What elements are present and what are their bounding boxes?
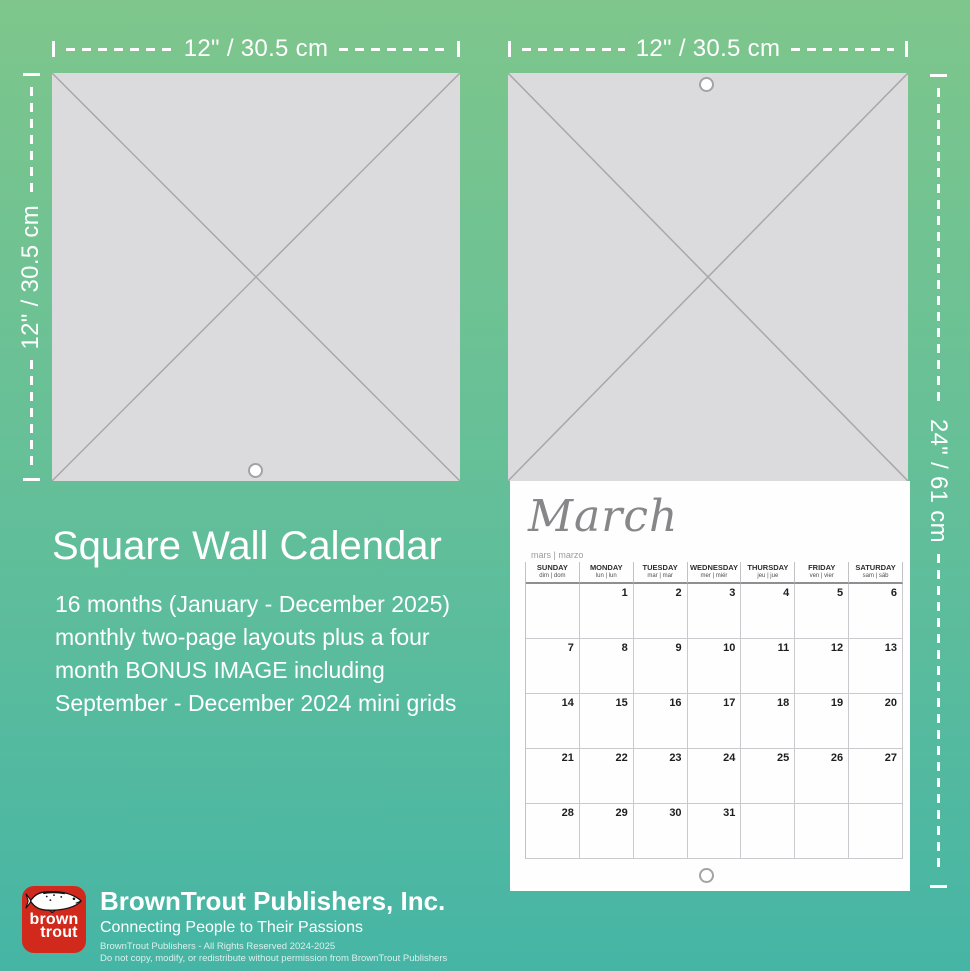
trout-fish-icon [25,889,83,913]
image-placeholder-right [508,73,908,481]
day-header-translation: mar | mar [647,572,673,579]
day-header-label: SUNDAY [536,563,568,572]
day-header-label: SATURDAY [855,563,896,572]
day-cell: 19 [795,694,849,749]
day-header [795,562,849,584]
day-header-translation: dim | dom [539,572,566,579]
day-cell: 11 [741,639,795,694]
rights-line: BrownTrout Publishers - All Rights Reserved 2024-2025 [100,941,336,952]
copyright-notice [100,941,447,964]
hang-hole [699,868,714,883]
image-placeholder-left [52,73,460,481]
dimension-tick [23,478,40,481]
x-mark-icon [52,73,460,481]
dimension-line-right [923,74,953,888]
day-cell: 10 [688,639,742,694]
day-cell: 26 [795,749,849,804]
company-tagline: Connecting People to Their Passions [100,919,363,936]
day-cell: 8 [580,639,634,694]
hang-hole [248,463,263,478]
day-cell: 5 [795,584,849,639]
day-cell: 6 [849,584,903,639]
day-header-translation: sam | sáb [862,572,889,579]
day-header-label: MONDAY [589,563,623,572]
dimension-line-top-left [52,35,460,63]
day-header-translation: lun | lun [595,572,617,579]
description-line: September - December 2024 mini grids [55,690,457,716]
dimension-tick [52,41,55,57]
day-header [741,562,795,584]
dimension-label-top-left: 12" / 30.5 cm [183,35,329,62]
day-cell: 4 [741,584,795,639]
day-cell: 30 [634,804,688,859]
browntrout-logo [22,886,86,953]
day-header-label: TUESDAY [642,563,678,572]
day-cell: 31 [688,804,742,859]
dimension-dash [937,88,940,408]
day-header-label: WEDNESDAY [689,563,739,572]
hang-hole [699,77,714,92]
day-cell: 15 [580,694,634,749]
dimension-dash [30,360,33,467]
month-title: March [528,491,679,542]
dimension-dash [937,554,940,874]
day-cell: 17 [688,694,742,749]
dimension-dash [339,48,446,51]
day-cell: 14 [526,694,580,749]
day-cell: 23 [634,749,688,804]
day-header-label: THURSDAY [747,563,789,572]
day-header-translation: mer | miér [700,572,728,579]
calendar-body [526,584,903,859]
day-header [849,562,903,584]
day-cell: 13 [849,639,903,694]
calendar-page [510,481,910,891]
day-cell: 2 [634,584,688,639]
day-cell: 27 [849,749,903,804]
calendar-grid [525,562,903,859]
dimension-tick [457,41,460,57]
x-mark-icon [508,73,908,481]
product-title: Square Wall Calendar [52,524,442,568]
day-header-translation: jeu | jue [757,572,779,579]
day-header [580,562,634,584]
dimension-label-left: 12" / 30.5 cm [17,204,44,350]
day-cell [795,804,849,859]
dimension-dash [66,48,173,51]
day-cell: 24 [688,749,742,804]
day-header [526,562,580,584]
day-cell [526,584,580,639]
dimension-dash [30,87,33,194]
description-line: month BONUS IMAGE including [55,657,385,683]
day-cell [741,804,795,859]
logo-word-trout: trout [40,924,78,942]
day-header-label: FRIDAY [808,563,836,572]
description-line: monthly two-page layouts plus a four [55,624,430,650]
dimension-label-right: 24" / 61 cm [925,419,952,543]
day-cell [849,804,903,859]
product-description [55,588,456,720]
day-cell: 9 [634,639,688,694]
day-cell: 18 [741,694,795,749]
day-cell: 16 [634,694,688,749]
dimension-dash [522,48,625,51]
day-cell: 21 [526,749,580,804]
dimension-tick [930,74,947,77]
dimension-line-left [16,73,46,481]
day-cell: 25 [741,749,795,804]
dimension-tick [905,41,908,57]
day-header [634,562,688,584]
day-header-translation: ven | vier [809,572,834,579]
company-name: BrownTrout Publishers, Inc. [100,886,446,916]
dimension-line-top-right [508,35,908,63]
calendar-day-headers [526,562,903,584]
logo-word-brown: brown [29,911,79,928]
dimension-dash [791,48,894,51]
dimension-tick [23,73,40,76]
day-cell: 1 [580,584,634,639]
dimension-tick [930,885,947,888]
day-cell: 20 [849,694,903,749]
description-line: 16 months (January - December 2025) [55,591,451,617]
notice-line: Do not copy, modify, or redistribute without permission from BrownTrout Publishers [100,952,448,964]
dimension-label-top-right: 12" / 30.5 cm [635,35,781,62]
day-header [688,562,742,584]
day-cell: 7 [526,639,580,694]
day-cell: 28 [526,804,580,859]
day-cell: 22 [580,749,634,804]
day-cell: 29 [580,804,634,859]
day-cell: 3 [688,584,742,639]
month-subtitle: mars | marzo [531,550,584,560]
day-cell: 12 [795,639,849,694]
dimension-tick [508,41,511,57]
